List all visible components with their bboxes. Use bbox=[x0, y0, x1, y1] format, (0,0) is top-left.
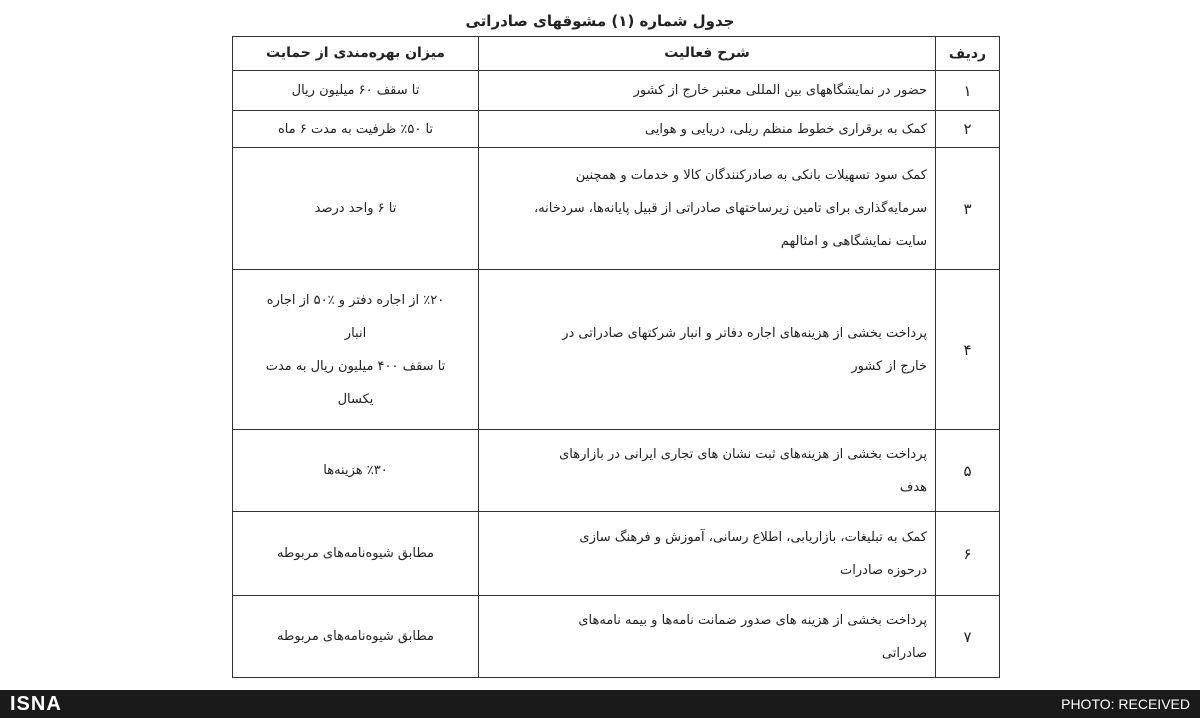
description-line: کمک به تبلیغات، بازاریابی، اطلاع رسانی، آموزش و فرهنگ سازی bbox=[579, 529, 927, 545]
row-support bbox=[233, 512, 479, 596]
table-row bbox=[233, 111, 1000, 148]
row-number: ۴ bbox=[936, 270, 1000, 430]
table-row bbox=[233, 148, 1000, 270]
row-support bbox=[233, 430, 479, 512]
description-line: پرداخت بخشی از هزینه‌های اجاره دفاتر و انبار شرکتهای صادراتی در bbox=[562, 325, 927, 341]
row-description bbox=[479, 71, 936, 111]
row-support bbox=[233, 111, 479, 148]
row-description bbox=[479, 111, 936, 148]
header-support: میزان بهره‌مندی از حمایت bbox=[233, 37, 479, 71]
description-line: هدف bbox=[899, 479, 927, 495]
table-row bbox=[233, 512, 1000, 596]
row-number: ۱ bbox=[936, 71, 1000, 111]
row-support bbox=[233, 270, 479, 430]
support-line: تا سقف ۴۰۰ میلیون ریال به مدت bbox=[265, 358, 446, 374]
row-description bbox=[479, 512, 936, 596]
table-header-row bbox=[233, 37, 1000, 71]
photo-credit: PHOTO: RECEIVED bbox=[1061, 696, 1190, 712]
support-line: تا ۵۰٪ ظرفیت به مدت ۶ ماه bbox=[277, 121, 434, 137]
isna-logo: ISNA bbox=[10, 693, 62, 715]
support-line: تا ۶ واحد درصد bbox=[314, 201, 397, 216]
description-line: پرداخت بخشی از هزینه‌های ثبت نشان های تجاری ایرانی در بازارهای bbox=[559, 446, 927, 462]
description-line: صادراتی bbox=[881, 645, 927, 661]
table-row bbox=[233, 596, 1000, 678]
row-support bbox=[233, 71, 479, 111]
support-line: تا سقف ۶۰ میلیون ریال bbox=[291, 83, 420, 98]
row-description bbox=[479, 596, 936, 678]
table-row bbox=[233, 430, 1000, 512]
row-number: ۶ bbox=[936, 512, 1000, 596]
description-line: سایت نمایشگاهی و امثالهم bbox=[780, 234, 927, 249]
support-line: مطابق شیوه‌نامه‌های مربوطه bbox=[277, 629, 434, 644]
description-line: کمک به برقراری خطوط منظم ریلی، دریایی و هوایی bbox=[644, 121, 927, 137]
description-line: خارج از کشور bbox=[851, 358, 927, 374]
row-support bbox=[233, 596, 479, 678]
support-line: ٪۲۰ از اجاره دفتر و ٪۵۰ از اجاره bbox=[266, 292, 445, 308]
description-line: کمک سود تسهیلات بانکی به صادرکنندگان کالا و خدمات و همچنین bbox=[575, 168, 927, 183]
description-line: سرمایه‌گذاری برای تامین زیرساختهای صادراتی از قبیل پایانه‌ها، سردخانه، bbox=[534, 201, 927, 216]
row-number: ۳ bbox=[936, 148, 1000, 270]
description-line: حضور در نمایشگاههای بین المللی معتبر خارج از کشور bbox=[633, 83, 927, 98]
support-line: مطابق شیوه‌نامه‌های مربوطه bbox=[277, 546, 434, 561]
table-title: جدول شماره (۱) مشوقهای صادراتی bbox=[465, 12, 735, 30]
table-row bbox=[233, 71, 1000, 111]
row-number: ۵ bbox=[936, 430, 1000, 512]
support-line: ٪۳۰ هزینه‌ها bbox=[323, 463, 388, 478]
description-line: پرداخت بخشی از هزینه های صدور ضمانت نامه‌ها و بیمه نامه‌های bbox=[578, 612, 927, 628]
row-description bbox=[479, 430, 936, 512]
support-line: یکسال bbox=[337, 391, 374, 407]
row-description bbox=[479, 148, 936, 270]
table-row bbox=[233, 270, 1000, 430]
row-support bbox=[233, 148, 479, 270]
footer-bar bbox=[0, 690, 1200, 718]
row-description bbox=[479, 270, 936, 430]
row-number: ۲ bbox=[936, 111, 1000, 148]
row-number: ۷ bbox=[936, 596, 1000, 678]
description-line: درحوزه صادرات bbox=[840, 562, 927, 578]
header-row-number: ردیف bbox=[936, 37, 1000, 71]
header-description: شرح فعالیت bbox=[479, 37, 936, 71]
export-incentives-table bbox=[232, 36, 1000, 678]
support-line: انبار bbox=[344, 325, 367, 341]
